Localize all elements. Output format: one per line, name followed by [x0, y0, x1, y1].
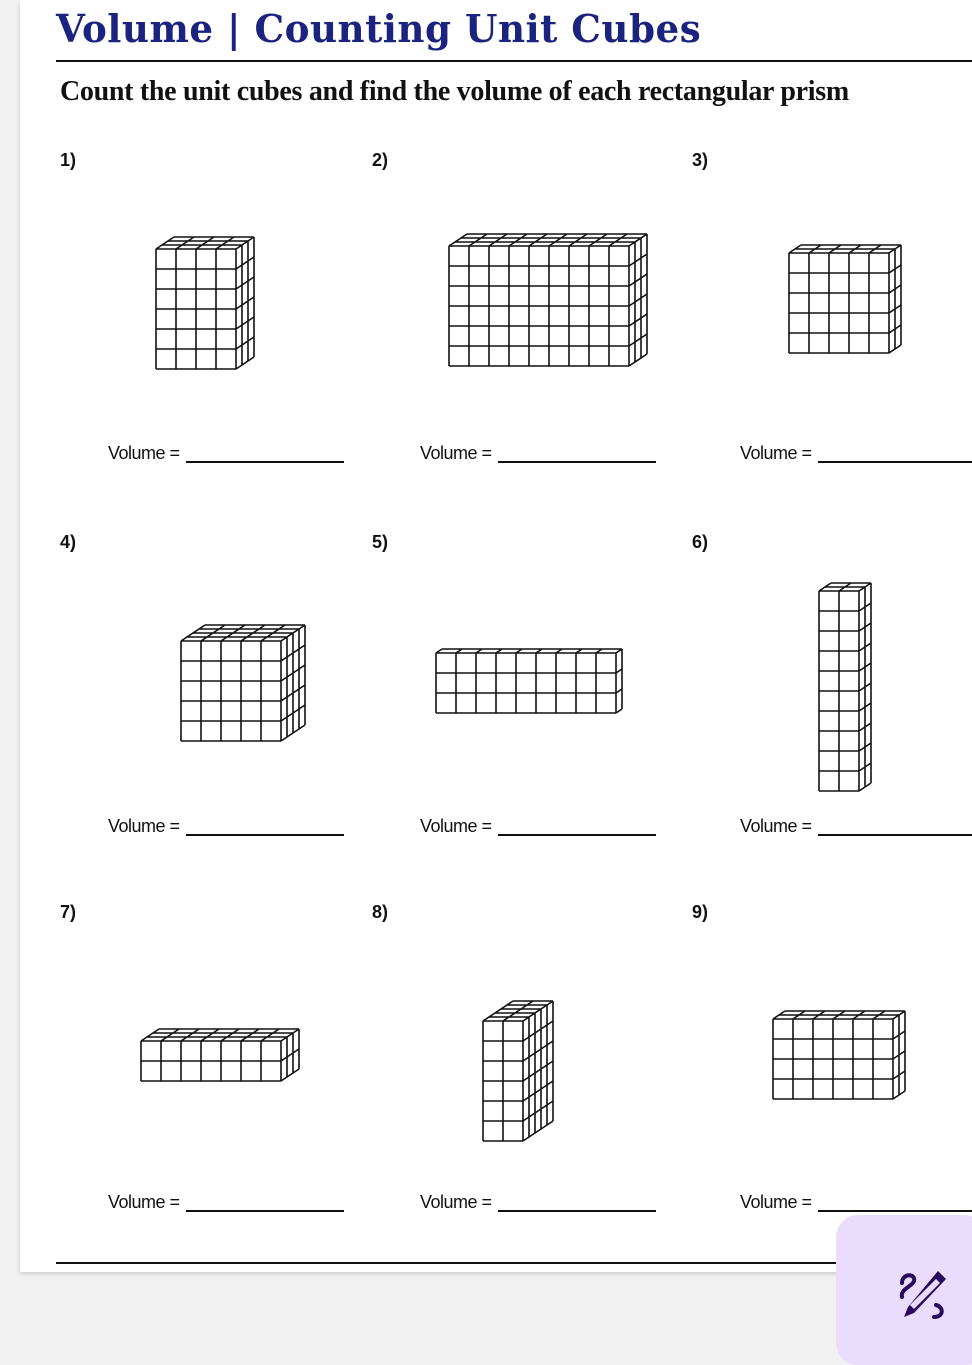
volume-answer-row: [740, 1192, 972, 1213]
problem-number: 6): [692, 532, 709, 552]
problem-number: 9): [692, 902, 709, 922]
volume-answer-row: [420, 1192, 656, 1213]
volume-answer-blank[interactable]: [818, 1210, 972, 1212]
cube-prism-figure: [818, 582, 874, 794]
volume-answer-blank[interactable]: [818, 834, 972, 836]
unit-cube-grid: [436, 649, 622, 713]
volume-answer-row: [740, 816, 972, 837]
problem-number: 8): [372, 902, 389, 922]
volume-label: Volume =: [108, 1192, 180, 1212]
volume-label: Volume =: [420, 816, 492, 836]
page-title: Volume | Counting Unit Cubes: [56, 6, 702, 51]
unit-cube-grid: [773, 1011, 905, 1099]
volume-answer-blank[interactable]: [186, 1210, 344, 1212]
volume-answer-row: [420, 443, 656, 464]
title-divider: [56, 60, 972, 62]
cube-prism-figure: [140, 1028, 302, 1084]
volume-label: Volume =: [740, 443, 812, 463]
problem-number: 5): [372, 532, 389, 552]
unit-cube-grid: [156, 237, 254, 369]
unit-cube-grid: [141, 1029, 299, 1081]
cube-prism-figure: [435, 648, 625, 716]
volume-label: Volume =: [108, 816, 180, 836]
unit-cube-grid: [819, 583, 871, 791]
problem-number: 2): [372, 150, 389, 170]
volume-label: Volume =: [420, 443, 492, 463]
volume-label: Volume =: [108, 443, 180, 463]
volume-label: Volume =: [740, 1192, 812, 1212]
volume-answer-blank[interactable]: [498, 834, 656, 836]
volume-answer-blank[interactable]: [186, 834, 344, 836]
volume-answer-row: [420, 816, 656, 837]
volume-answer-blank[interactable]: [498, 461, 656, 463]
problem-number: 3): [692, 150, 709, 170]
volume-answer-row: [108, 1192, 344, 1213]
bottom-divider: [56, 1262, 856, 1264]
volume-label: Volume =: [740, 816, 812, 836]
cube-prism-figure: [772, 1010, 908, 1102]
instructions: Count the unit cubes and find the volume of each rectangular prism: [60, 76, 849, 107]
problem-number: 7): [60, 902, 77, 922]
problem-number: 4): [60, 532, 77, 552]
volume-answer-blank[interactable]: [818, 461, 972, 463]
unit-cube-grid: [181, 625, 305, 741]
problem-number: 1): [60, 150, 77, 170]
cube-prism-figure: [788, 244, 904, 356]
volume-answer-row: [740, 443, 972, 464]
cube-prism-figure: [155, 236, 257, 372]
pen-scribble-icon: [892, 1267, 952, 1327]
volume-answer-row: [108, 443, 344, 464]
volume-label: Volume =: [420, 1192, 492, 1212]
volume-answer-blank[interactable]: [498, 1210, 656, 1212]
worksheet-page: [20, 0, 972, 1272]
unit-cube-grid: [789, 245, 901, 353]
cube-prism-figure: [180, 624, 308, 744]
unit-cube-grid: [483, 1001, 553, 1141]
unit-cube-grid: [449, 234, 647, 366]
annotate-button[interactable]: [836, 1215, 972, 1365]
cube-prism-figure: [448, 233, 650, 369]
volume-answer-blank[interactable]: [186, 461, 344, 463]
cube-prism-figure: [482, 1000, 556, 1144]
volume-answer-row: [108, 816, 344, 837]
